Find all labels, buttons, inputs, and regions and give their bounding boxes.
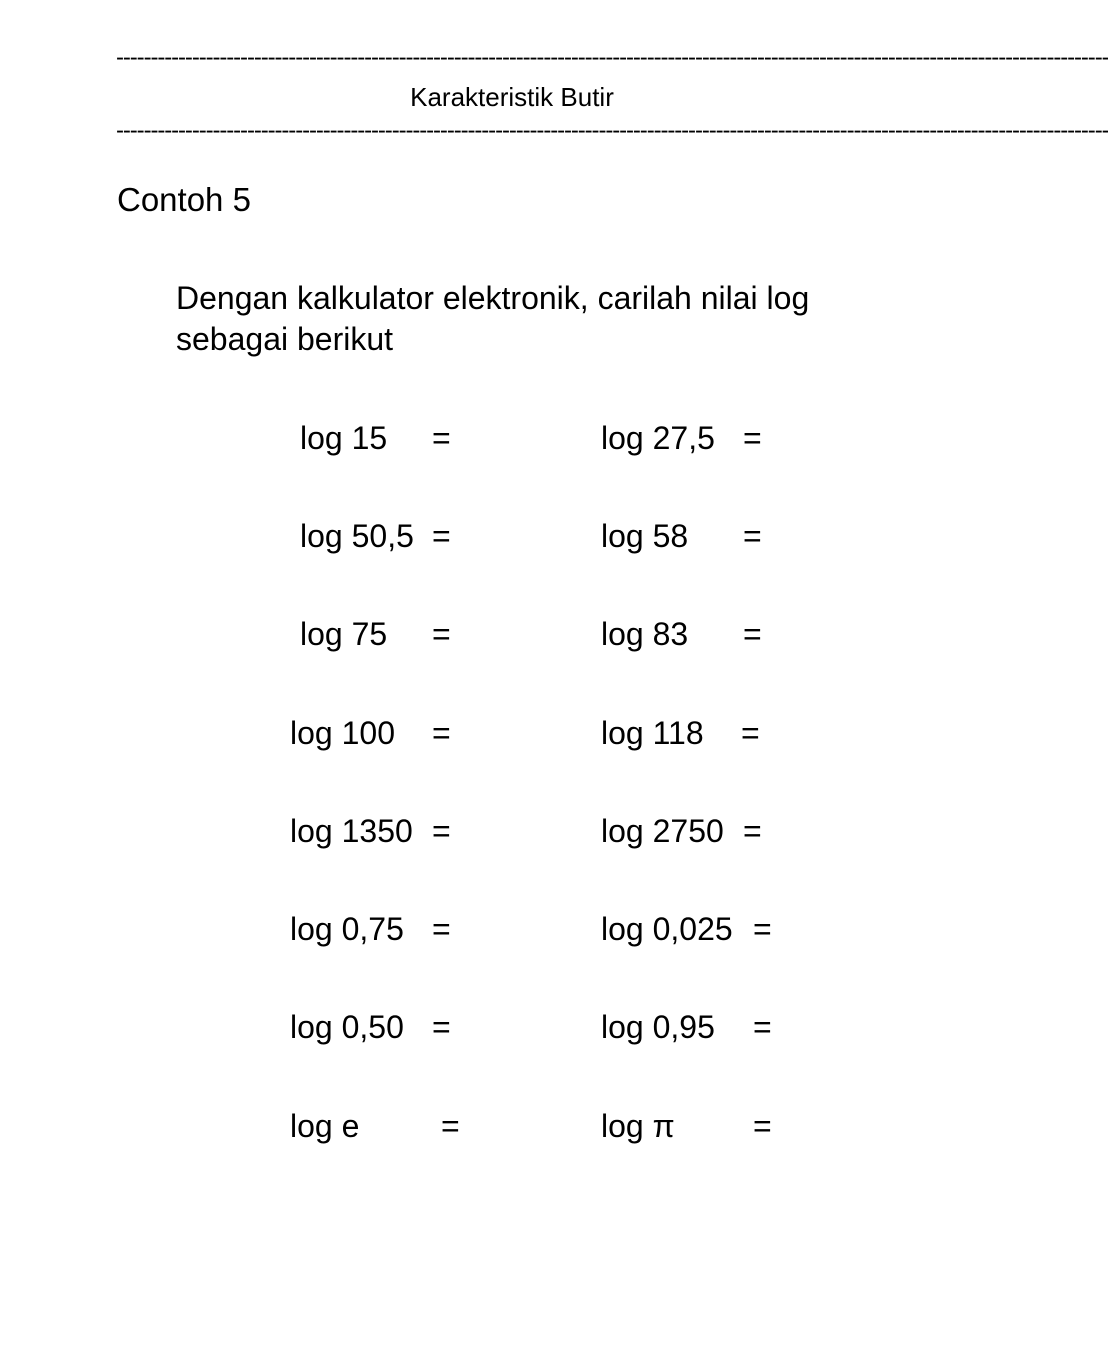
left-expression: log 1350 bbox=[290, 813, 413, 849]
right-equals: = bbox=[753, 911, 772, 947]
right-equals: = bbox=[741, 715, 760, 751]
right-expression: log π bbox=[601, 1108, 675, 1144]
right-equals: = bbox=[743, 616, 762, 652]
left-expression: log 50,5 bbox=[300, 518, 414, 554]
instruction-text: Dengan kalkulator elektronik, carilah nilai log sebagai berikut bbox=[176, 280, 810, 357]
right-equals: = bbox=[753, 1009, 772, 1045]
right-expression: log 2750 bbox=[601, 813, 724, 849]
header-rule-bottom: ------------------------------------------------------------------------------------------------------------------------------------------------ bbox=[116, 117, 1108, 144]
left-equals: = bbox=[441, 1108, 460, 1144]
right-expression: log 83 bbox=[601, 616, 689, 652]
right-expression: log 0,025 bbox=[601, 911, 733, 947]
right-equals: = bbox=[743, 420, 762, 456]
left-expression: log e bbox=[290, 1108, 360, 1144]
left-equals: = bbox=[432, 911, 451, 947]
header-rule-top: ------------------------------------------------------------------------------------------------------------------------------------------------ bbox=[116, 44, 1108, 71]
right-expression: log 58 bbox=[601, 518, 689, 554]
right-expression: log 27,5 bbox=[601, 420, 715, 456]
left-expression: log 100 bbox=[290, 715, 395, 751]
right-equals: = bbox=[753, 1108, 772, 1144]
left-equals: = bbox=[432, 813, 451, 849]
right-expression: log 0,95 bbox=[601, 1009, 715, 1045]
left-expression: log 0,75 bbox=[290, 911, 404, 947]
left-expression: log 15 bbox=[300, 420, 388, 456]
left-equals: = bbox=[432, 420, 451, 456]
left-equals: = bbox=[432, 715, 451, 751]
left-equals: = bbox=[432, 616, 451, 652]
left-equals: = bbox=[432, 1009, 451, 1045]
header-title: Karakteristik Butir bbox=[410, 82, 614, 112]
example-title: Contoh 5 bbox=[117, 181, 251, 218]
right-equals: = bbox=[743, 813, 762, 849]
left-expression: log 75 bbox=[300, 616, 388, 652]
left-expression: log 0,50 bbox=[290, 1009, 404, 1045]
left-equals: = bbox=[432, 518, 451, 554]
right-equals: = bbox=[743, 518, 762, 554]
right-expression: log 118 bbox=[601, 715, 704, 751]
